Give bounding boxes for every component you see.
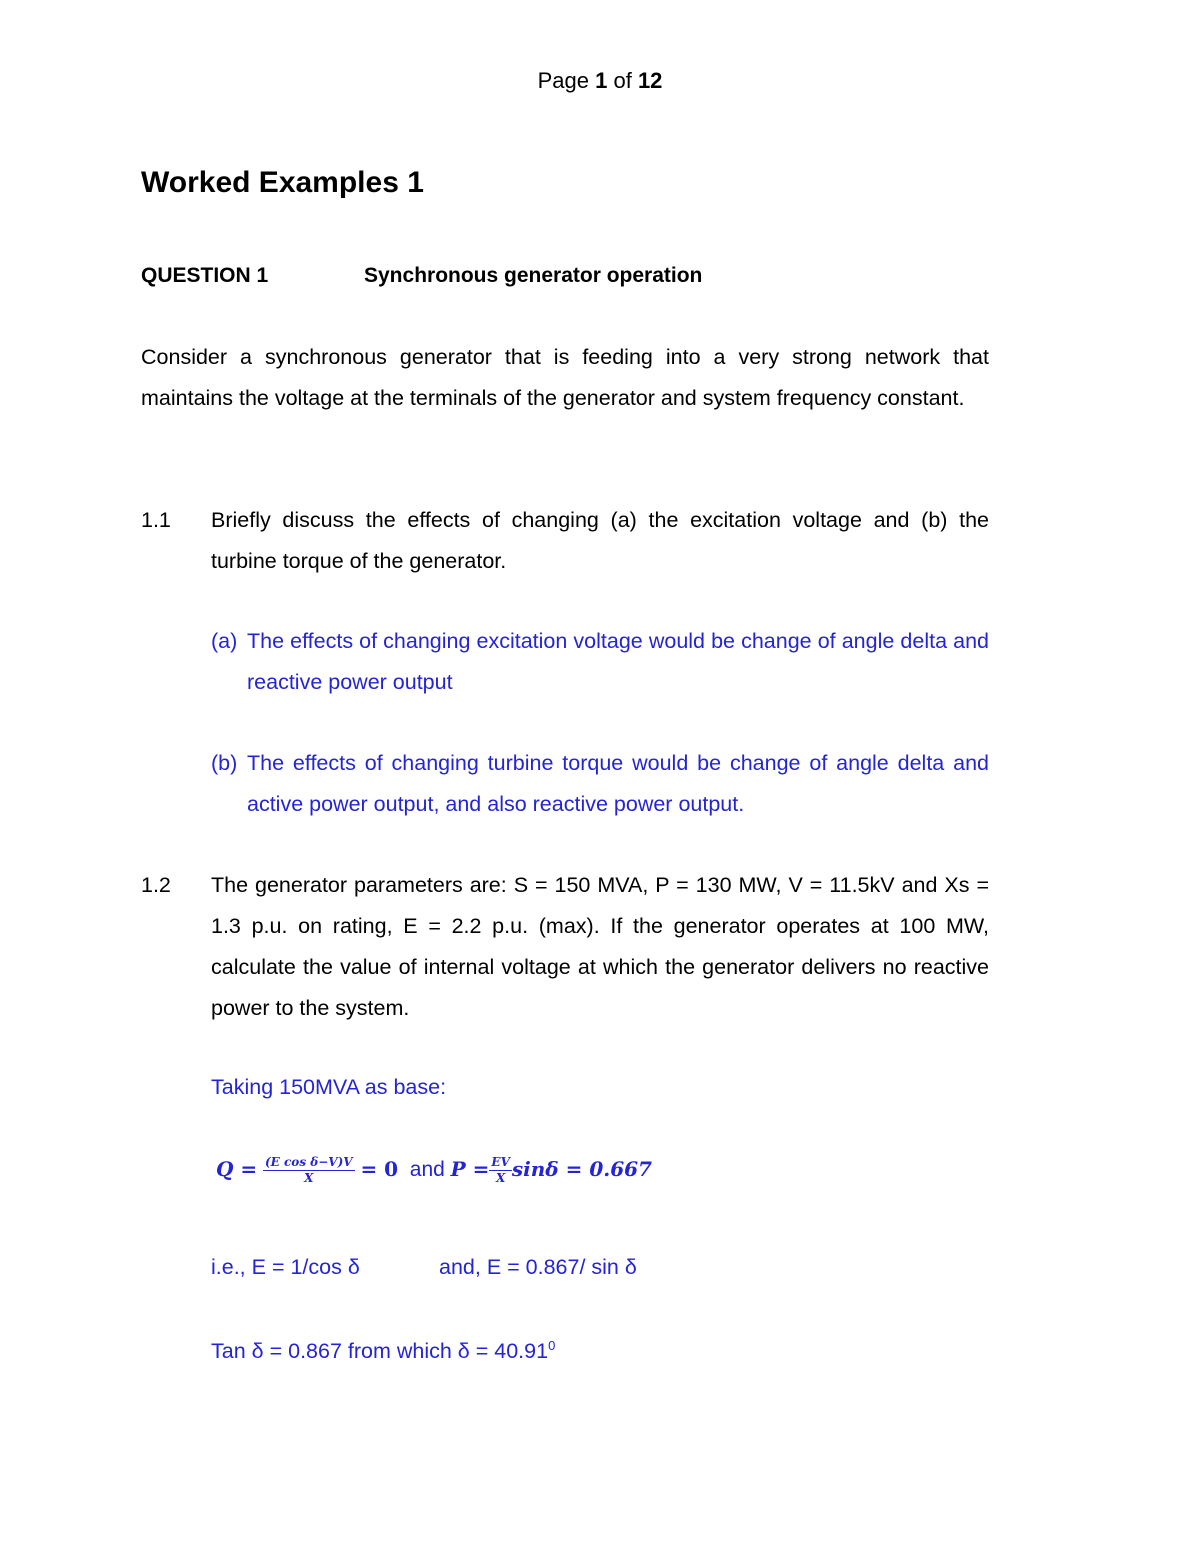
answer-a-text: The effects of changing excitation voltage would be change of angle delta and reactive power output [247,629,989,694]
answer-b-label: (b) [211,751,238,775]
eq-q-lhs: Q = [216,1157,258,1182]
eq-p-rhs: sinδ = 0.667 [511,1157,652,1182]
eq-q-fraction [263,1155,355,1186]
ie-left: i.e., E = 1/cos δ [211,1255,360,1279]
header-total-pages: 12 [637,68,663,93]
answer-a-label: (a) [211,629,238,653]
header-of: of [613,68,632,93]
eq-and: and [409,1158,445,1182]
eq-p-lhs: P = [450,1157,490,1182]
page-header [0,68,1200,94]
q1-2-number: 1.2 [141,873,171,897]
tan-result [211,1338,555,1364]
eq-p-numerator: EV [491,1155,510,1169]
tan-result-text: Tan δ = 0.867 from which δ = 40.91 [211,1339,549,1364]
equation-line [216,1155,652,1186]
header-prefix: Page [537,68,589,93]
base-statement: Taking 150MVA as base: [211,1075,447,1099]
ie-right: and, E = 0.867/ sin δ [439,1255,637,1279]
document-title: Worked Examples 1 [141,166,424,199]
eq-q-denominator: X [304,1171,314,1185]
header-current-page: 1 [595,68,608,93]
q1-1-text: Briefly discuss the effects of changing (a) the excitation voltage and (b) the turbine torque of the generator. [211,508,989,573]
question-number: QUESTION 1 [141,264,269,287]
question-title: Synchronous generator operation [364,264,703,287]
eq-p-denominator: X [496,1171,506,1185]
answer-b-text: The effects of changing turbine torque would be change of angle delta and active power output, and also reactive power output. [247,751,989,816]
intro-paragraph: Consider a synchronous generator that is feeding into a very strong network that maintains the voltage at the terminals of the generator and system frequency constant. [141,345,989,410]
q1-1-number: 1.1 [141,508,171,532]
tan-result-superscript: 0 [548,1338,556,1353]
q1-2-text: The generator parameters are: S = 150 MVA, P = 130 MW, V = 11.5kV and Xs = 1.3 p.u. on rating, E = 2.2 p.u. (max). If the generator operates at 100 MW, calculate the value of internal voltage at which the generator delivers no reactive power to the system. [211,873,989,1020]
eq-q-numerator: (E cos δ−V)V [265,1155,353,1169]
eq-q-rhs: = 0 [360,1157,399,1182]
eq-p-fraction [489,1155,511,1186]
